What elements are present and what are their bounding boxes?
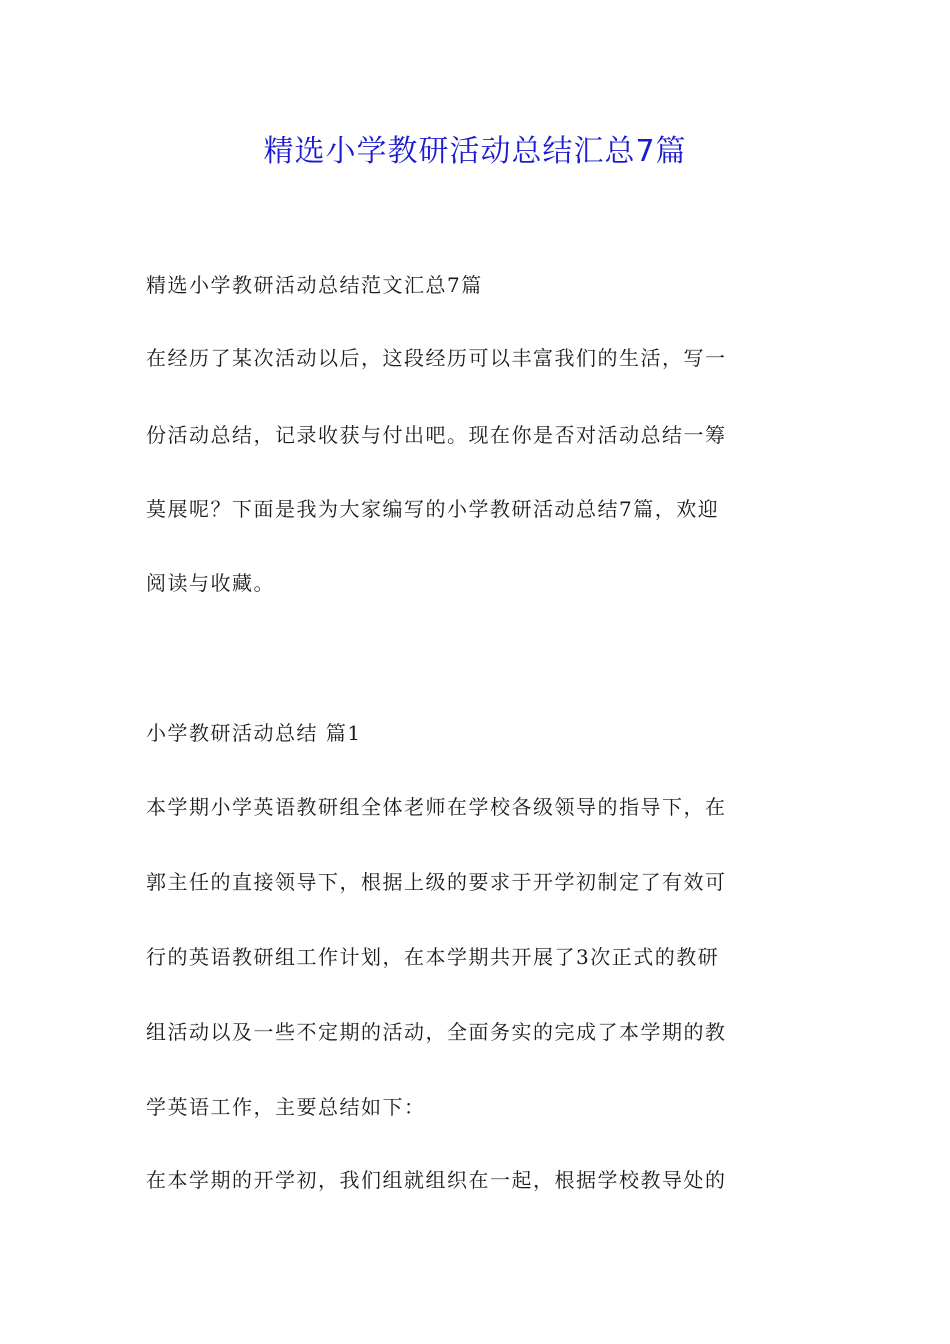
section-heading: 小学教研活动总结 篇1 <box>146 721 362 745</box>
intro-paragraph-line: 莫展呢？下面是我为大家编写的小学教研活动总结7篇，欢迎 <box>146 497 720 521</box>
body-paragraph-line: 本学期小学英语教研组全体老师在学校各级领导的指导下，在 <box>146 795 727 819</box>
document-title: 精选小学教研活动总结汇总7篇 <box>263 134 687 169</box>
intro-paragraph-line: 份活动总结，记录收获与付出吧。现在你是否对活动总结一筹 <box>146 423 727 447</box>
subtitle-line: 精选小学教研活动总结范文汇总7篇 <box>146 273 483 297</box>
body-paragraph-line: 学英语工作，主要总结如下： <box>146 1095 426 1119</box>
body-paragraph-line: 组活动以及一些不定期的活动，全面务实的完成了本学期的教 <box>146 1020 727 1044</box>
body-paragraph-line: 行的英语教研组工作计划，在本学期共开展了3次正式的教研 <box>146 945 720 969</box>
intro-paragraph-line: 阅读与收藏。 <box>146 571 275 595</box>
body-paragraph-line: 在本学期的开学初，我们组就组织在一起，根据学校教导处的 <box>146 1168 727 1192</box>
body-paragraph-line: 郭主任的直接领导下，根据上级的要求于开学初制定了有效可 <box>146 870 727 894</box>
intro-paragraph-line: 在经历了某次活动以后，这段经历可以丰富我们的生活，写一 <box>146 346 727 370</box>
